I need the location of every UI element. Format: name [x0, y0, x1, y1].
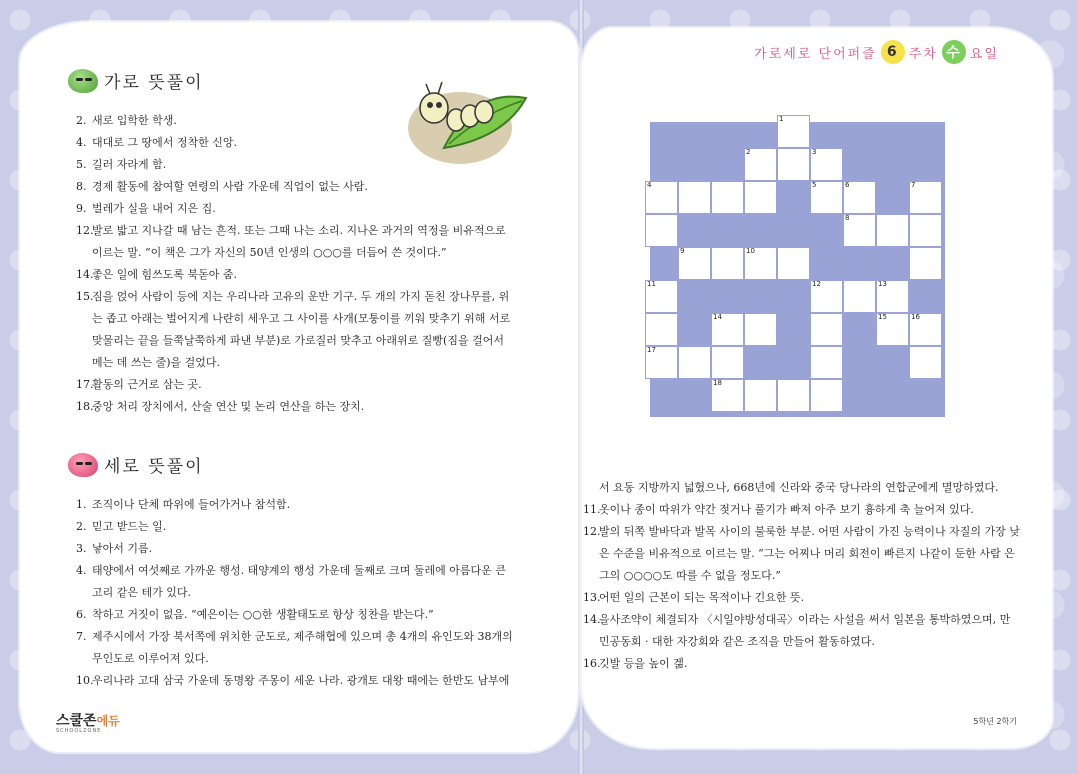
- clue-item: [68, 396, 513, 418]
- crossword-cell[interactable]: [744, 379, 777, 412]
- clue-number: 8.: [76, 180, 87, 193]
- crossword-cell[interactable]: [843, 181, 876, 214]
- crossword-cell[interactable]: [678, 181, 711, 214]
- clue-text: 제주시에서 가장 북서쪽에 위치한 군도로, 제주해협에 있으며 총 4개의 유인도와 38개의 무인도로 이루어져 있다.: [92, 630, 513, 665]
- crossword-cell[interactable]: [876, 313, 909, 346]
- clue-number: 5.: [76, 158, 87, 171]
- clue-text: 경제 활동에 참여할 연령의 사람 가운데 직업이 없는 사람.: [92, 180, 368, 193]
- clue-number: 13.: [583, 591, 601, 604]
- cell-number: 17: [647, 346, 656, 355]
- cell-number: 3: [812, 148, 817, 157]
- crossword-cell[interactable]: [876, 214, 909, 247]
- crossword-cell[interactable]: [711, 313, 744, 346]
- clue-number: 7.: [76, 630, 87, 643]
- clue-item: [68, 560, 513, 604]
- clue-item: [68, 670, 513, 692]
- clue-text: 발의 뒤쪽 발바닥과 발목 사이의 불룩한 부분. 어떤 사람이 가진 능력이나 자질의 가장 낮은 수준을 비유적으로 이르는 말. “그는 어찌나 머리 회전이 빠른지 나같이 둔한 사람 은 그의 ○○○○도 따를 수 없을 정도다.”: [599, 525, 1020, 582]
- crossword-cell[interactable]: [909, 181, 942, 214]
- crossword-cell[interactable]: [711, 379, 744, 412]
- clue-number: 12.: [76, 224, 94, 237]
- clue-text: 깃발 등을 높이 겖.: [599, 657, 688, 670]
- clue-number: 15.: [76, 290, 94, 303]
- crossword-cell[interactable]: [711, 181, 744, 214]
- clue-text: 새로 입학한 학생.: [92, 114, 177, 127]
- clue-text: 활동의 근거로 삼는 곳.: [92, 378, 202, 391]
- clue-item: [68, 110, 513, 132]
- clue-item: [575, 653, 1020, 675]
- header-text: 가로세로 단어퍼즐: [754, 46, 877, 62]
- clue-text: 대대로 그 땅에서 정착한 신앙.: [92, 136, 237, 149]
- clue-number: 9.: [76, 202, 87, 215]
- crossword-cell[interactable]: [645, 346, 678, 379]
- crossword-cell[interactable]: [909, 247, 942, 280]
- clue-item: [68, 132, 513, 154]
- clue-number: 2.: [76, 520, 87, 533]
- clue-item: [575, 587, 1020, 609]
- clue-item: [68, 286, 513, 374]
- clue-text: 옷이나 종이 따위가 약간 젖거나 풀기가 빠져 아주 보기 흉하게 축 늘어져 있다.: [599, 503, 974, 516]
- clue-item: [575, 499, 1020, 521]
- cell-number: 16: [911, 313, 920, 322]
- crossword-cell[interactable]: [777, 148, 810, 181]
- cell-number: 14: [713, 313, 722, 322]
- crossword-cell[interactable]: [909, 346, 942, 379]
- cell-number: 1: [779, 115, 784, 124]
- schoolzone-logo: 스쿨존에듀 SCHOOLZONE: [56, 713, 120, 734]
- clue-text: 우리나라 고대 삼국 가운데 동명왕 주몽이 세운 나라. 광개토 대왕 때에는 한반도 남부에: [92, 674, 510, 687]
- clue-number: 6.: [76, 608, 87, 621]
- clue-item: [68, 220, 513, 264]
- clue-number: 14.: [583, 613, 601, 626]
- cell-number: 2: [746, 148, 751, 157]
- crossword-cell[interactable]: [810, 379, 843, 412]
- crossword-cell[interactable]: [645, 214, 678, 247]
- crossword-cell[interactable]: [810, 148, 843, 181]
- cell-number: 7: [911, 181, 916, 190]
- clue-text: 어떤 일의 근본이 되는 목적이나 긴요한 뜻.: [599, 591, 805, 604]
- crossword-cell[interactable]: [744, 181, 777, 214]
- clue-text: 중앙 처리 장치에서, 산술 연산 및 논리 연산을 하는 장치.: [92, 400, 365, 413]
- clue-text: 서 요동 지방까지 넓혔으나, 668년에 신라와 중국 당나라의 연합군에게 멸망하였다.: [599, 481, 999, 494]
- across-clue-list: [68, 110, 513, 418]
- crossword-cell[interactable]: [909, 214, 942, 247]
- down-clue-list-right: [575, 477, 1020, 675]
- clue-item: [68, 626, 513, 670]
- cell-number: 15: [878, 313, 887, 322]
- crossword-cell[interactable]: [876, 280, 909, 313]
- clue-item: [68, 176, 513, 198]
- cell-number: 6: [845, 181, 850, 190]
- clue-number: 14.: [76, 268, 94, 281]
- clue-number: 4.: [76, 564, 87, 577]
- crossword-cell[interactable]: [678, 346, 711, 379]
- clue-text: 낳아서 기름.: [92, 542, 153, 555]
- green-blob-icon: [68, 69, 98, 93]
- clue-number: 16.: [583, 657, 601, 670]
- crossword-cell[interactable]: [711, 346, 744, 379]
- clue-item: [68, 154, 513, 176]
- crossword-cell[interactable]: [744, 313, 777, 346]
- cell-number: 10: [746, 247, 755, 256]
- cell-number: 9: [680, 247, 685, 256]
- crossword-cell[interactable]: [843, 280, 876, 313]
- clue-text: 발로 밟고 지나갈 때 남는 흔적. 또는 그때 나는 소리. 지나온 과거의 역정을 비유적으로 이르는 말. “이 책은 그가 자신의 50년 인생의 ○○○를 더듬어 쓴 것이다.”: [92, 224, 506, 259]
- crossword-cell[interactable]: [810, 313, 843, 346]
- down-title-text: 세로 뜻풀이: [104, 457, 204, 477]
- pink-blob-icon: [68, 453, 98, 477]
- clue-item: [575, 609, 1020, 653]
- clue-item: [68, 538, 513, 560]
- down-section-title: [68, 452, 204, 477]
- clue-number: 1.: [76, 498, 87, 511]
- crossword-cell[interactable]: [678, 247, 711, 280]
- week-label: 주차: [908, 46, 938, 62]
- clue-item: [68, 604, 513, 626]
- clue-text: 조직이나 단체 따위에 들어가거나 참석함.: [92, 498, 291, 511]
- crossword-cell[interactable]: [810, 280, 843, 313]
- day-badge: 수: [942, 40, 966, 64]
- crossword-cell[interactable]: [744, 247, 777, 280]
- cell-number: 12: [812, 280, 821, 289]
- clue-text: 좋은 일에 힘쓰도록 북돋아 줌.: [92, 268, 237, 281]
- clue-number: 18.: [76, 400, 94, 413]
- clue-item: [68, 494, 513, 516]
- cell-number: 13: [878, 280, 887, 289]
- clue-text: 을사조약이 체결되자 〈시일야방성대곡〉이라는 사설을 써서 일본을 통박하였으며, 만민공동회 · 대한 자강회와 같은 조직을 만들어 활동하였다.: [599, 613, 1011, 648]
- clue-item: [575, 521, 1020, 587]
- clue-number: 10.: [76, 674, 94, 687]
- crossword-cell[interactable]: [645, 313, 678, 346]
- clue-text: 짐을 얹어 사람이 등에 지는 우리나라 고유의 운반 기구. 두 개의 가지 돋친 장나무를, 위는 좁고 아래는 벌어지게 나란히 세우고 그 사이를 사개(모퉁이를 끼워 맞추기 위해 서로 맞물리는 끝을 들쭉날쭉하게 파낸 부분)로 가로질러 맞추고 아래위로 질빵(짐을 걸어서 메는 데 쓰는 줄)을 걸었다.: [92, 290, 511, 369]
- clue-text: 벌레가 실을 내어 지은 집.: [92, 202, 216, 215]
- across-section-title: [68, 68, 204, 93]
- down-clue-list-left: [68, 494, 513, 692]
- crossword-cell[interactable]: [711, 247, 744, 280]
- clue-item: [68, 264, 513, 286]
- clue-item: [575, 477, 1020, 499]
- clue-number: 12.: [583, 525, 601, 538]
- clue-item: [68, 374, 513, 396]
- cell-number: 4: [647, 181, 652, 190]
- crossword-cell[interactable]: [810, 181, 843, 214]
- crossword-cell[interactable]: [645, 181, 678, 214]
- clue-item: [68, 198, 513, 220]
- crossword-cell[interactable]: [909, 313, 942, 346]
- clue-number: 4.: [76, 136, 87, 149]
- clue-number: 2.: [76, 114, 87, 127]
- clue-text: 믿고 받드는 일.: [92, 520, 167, 533]
- crossword-cell[interactable]: [777, 115, 810, 148]
- clue-number: 17.: [76, 378, 94, 391]
- crossword-cell[interactable]: [744, 148, 777, 181]
- cell-number: 5: [812, 181, 817, 190]
- cell-number: 18: [713, 379, 722, 388]
- clue-number: 3.: [76, 542, 87, 555]
- week-number-badge: 6: [881, 40, 905, 64]
- clue-text: 태양에서 여섯째로 가까운 행성. 태양계의 행성 가운데 둘째로 크며 둘레에 아름다운 큰 고리 같은 테가 있다.: [92, 564, 506, 599]
- cell-number: 11: [647, 280, 656, 289]
- clue-text: 길러 자라게 함.: [92, 158, 167, 171]
- cell-number: 8: [845, 214, 850, 223]
- crossword-cell[interactable]: [777, 247, 810, 280]
- clue-text: 착하고 거짓이 없음. “예은이는 ○○한 생활태도로 항상 칭찬을 받는다.”: [92, 608, 434, 621]
- crossword-cell[interactable]: [777, 379, 810, 412]
- clue-item: [68, 516, 513, 538]
- grade-label: 5학년 2학기: [973, 717, 1017, 726]
- crossword-cell[interactable]: [810, 346, 843, 379]
- page-header: [754, 40, 999, 64]
- day-label: 요일: [969, 46, 999, 62]
- crossword-grid: [647, 115, 945, 417]
- across-title-text: 가로 뜻풀이: [104, 73, 204, 93]
- crossword-cell[interactable]: [645, 280, 678, 313]
- crossword-cell[interactable]: [843, 214, 876, 247]
- clue-number: 11.: [583, 503, 601, 516]
